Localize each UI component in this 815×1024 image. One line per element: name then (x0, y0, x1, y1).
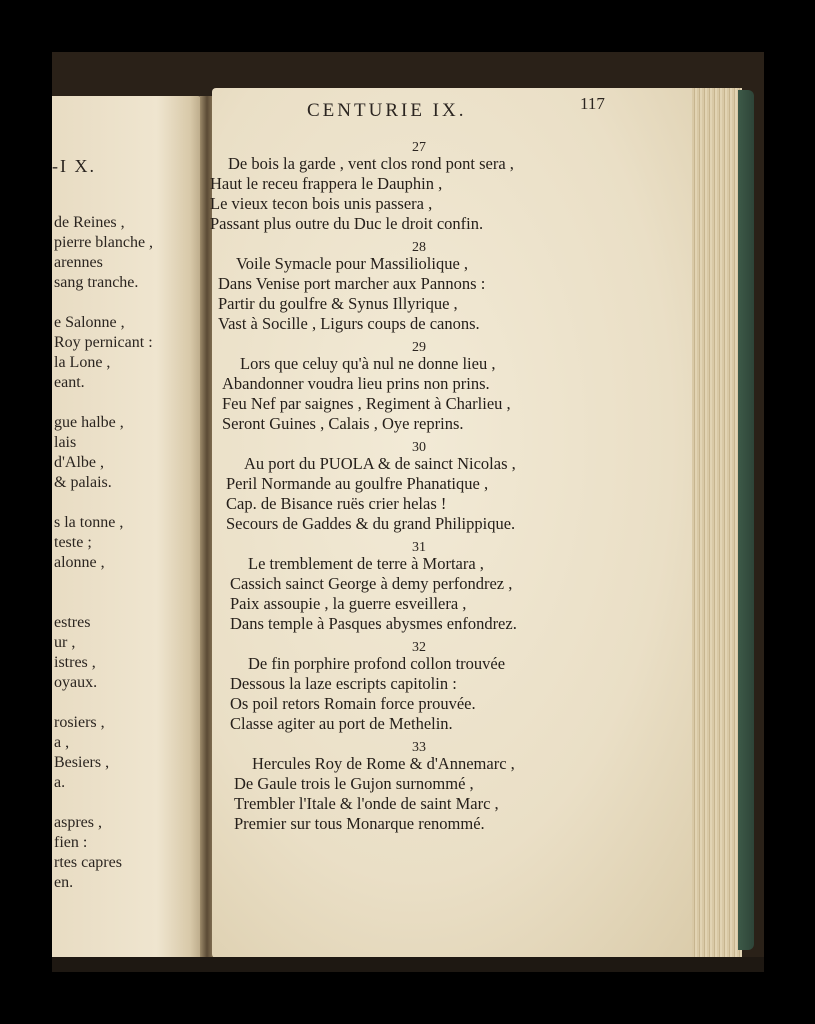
verse-line: Au port du PUOLA & de sainct Nicolas , (244, 454, 516, 473)
left-text-line: en. (54, 874, 74, 891)
left-text-line: gue halbe , (54, 414, 124, 431)
quatrain-number: 28 (412, 240, 426, 255)
left-text-line: alonne , (54, 554, 105, 571)
left-text-line: e Salonne , (54, 314, 125, 331)
left-text-line: estres (54, 614, 91, 631)
verse-line: Dans Venise port marcher aux Pannons : (218, 274, 486, 293)
verse-line: Paix assoupie , la guerre esveillera , (230, 594, 467, 613)
left-text-line: eant. (54, 374, 85, 391)
verse-line: Seront Guines , Calais , Oye reprins. (222, 414, 464, 433)
left-text-line: oyaux. (54, 674, 98, 691)
verse-line: Haut le receu frappera le Dauphin , (210, 174, 443, 193)
left-text-line: ur , (54, 634, 76, 651)
left-text-line: istres , (54, 654, 96, 671)
left-text-line: s la tonne , (54, 514, 124, 531)
verse-line: Dans temple à Pasques abysmes enfondrez. (230, 614, 517, 633)
verse-line: Voile Symacle pour Massiliolique , (236, 254, 469, 273)
page-number: 117 (580, 94, 605, 113)
left-page (52, 96, 202, 972)
verse-line: Dessous la laze escripts capitolin : (230, 674, 457, 693)
verse-line: Os poil retors Romain force prouvée. (230, 694, 476, 713)
verse-line: Classe agiter au port de Methelin. (230, 714, 453, 733)
quatrain-number: 30 (412, 440, 426, 455)
left-text-line: de Reines , (54, 214, 125, 231)
verse-line: De fin porphire profond collon trouvée (248, 654, 506, 673)
quatrain-number: 29 (412, 340, 426, 355)
left-text-line: sang tranche. (54, 274, 139, 291)
left-text-line: arennes (54, 254, 103, 271)
left-text-line: Roy pernicant : (54, 334, 153, 351)
verse-line: Le tremblement de terre à Mortara , (248, 554, 484, 573)
left-text-line: rosiers , (54, 714, 105, 731)
verse-line: Partir du goulfre & Synus Illyrique , (218, 294, 458, 313)
left-text-line: la Lone , (54, 354, 111, 371)
left-text-line: d'Albe , (54, 454, 104, 471)
verse-line: Cassich sainct George à demy perfondrez , (230, 574, 513, 593)
quatrain-number: 32 (412, 640, 426, 655)
quatrain-number: 27 (412, 140, 426, 155)
quatrain-number: 33 (412, 740, 426, 755)
left-page-header: -I X. (52, 156, 96, 176)
verse-line: Lors que celuy qu'à nul ne donne lieu , (240, 354, 496, 373)
verse-line: Passant plus outre du Duc le droit confin. (210, 214, 484, 233)
verse-line: Vast à Socille , Ligurs coups de canons. (218, 314, 480, 333)
verse-line: Hercules Roy de Rome & d'Annemarc , (252, 754, 515, 773)
verse-line: Cap. de Bisance ruës crier helas ! (226, 494, 447, 513)
book-photo (52, 52, 764, 972)
left-text-line: aspres , (54, 814, 102, 831)
page-title: CENTURIE IX. (307, 100, 467, 121)
verse-line: De bois la garde , vent clos rond pont sera , (228, 154, 514, 173)
verse-line: Le vieux tecon bois unis passera , (210, 194, 433, 213)
verse-line: Peril Normande au goulfre Phanatique , (226, 474, 489, 493)
book-cover-edge (738, 90, 754, 950)
left-text-line: rtes capres (54, 854, 122, 871)
left-text-line: Besiers , (54, 754, 110, 771)
left-text-line: fien : (54, 834, 88, 851)
bottom-shadow (52, 957, 764, 972)
left-text-line: a , (54, 734, 70, 751)
left-text-line: teste ; (54, 534, 92, 551)
left-text-line: pierre blanche , (54, 234, 154, 251)
verse-line: Premier sur tous Monarque renommé. (234, 814, 485, 833)
left-text-line: & palais. (54, 474, 112, 491)
verse-line: Trembler l'Itale & l'onde de saint Marc , (234, 794, 499, 813)
verse-line: De Gaule trois le Gujon surnommé , (234, 774, 474, 793)
verse-line: Secours de Gaddes & du grand Philippique. (226, 514, 516, 533)
quatrain-number: 31 (412, 540, 426, 555)
page-edges (692, 88, 742, 958)
verse-line: Feu Nef par saignes , Regiment à Charlieu , (222, 394, 511, 413)
left-text-line: a. (54, 774, 66, 791)
left-text-line: lais (54, 434, 77, 451)
verse-line: Abandonner voudra lieu prins non prins. (222, 374, 490, 393)
